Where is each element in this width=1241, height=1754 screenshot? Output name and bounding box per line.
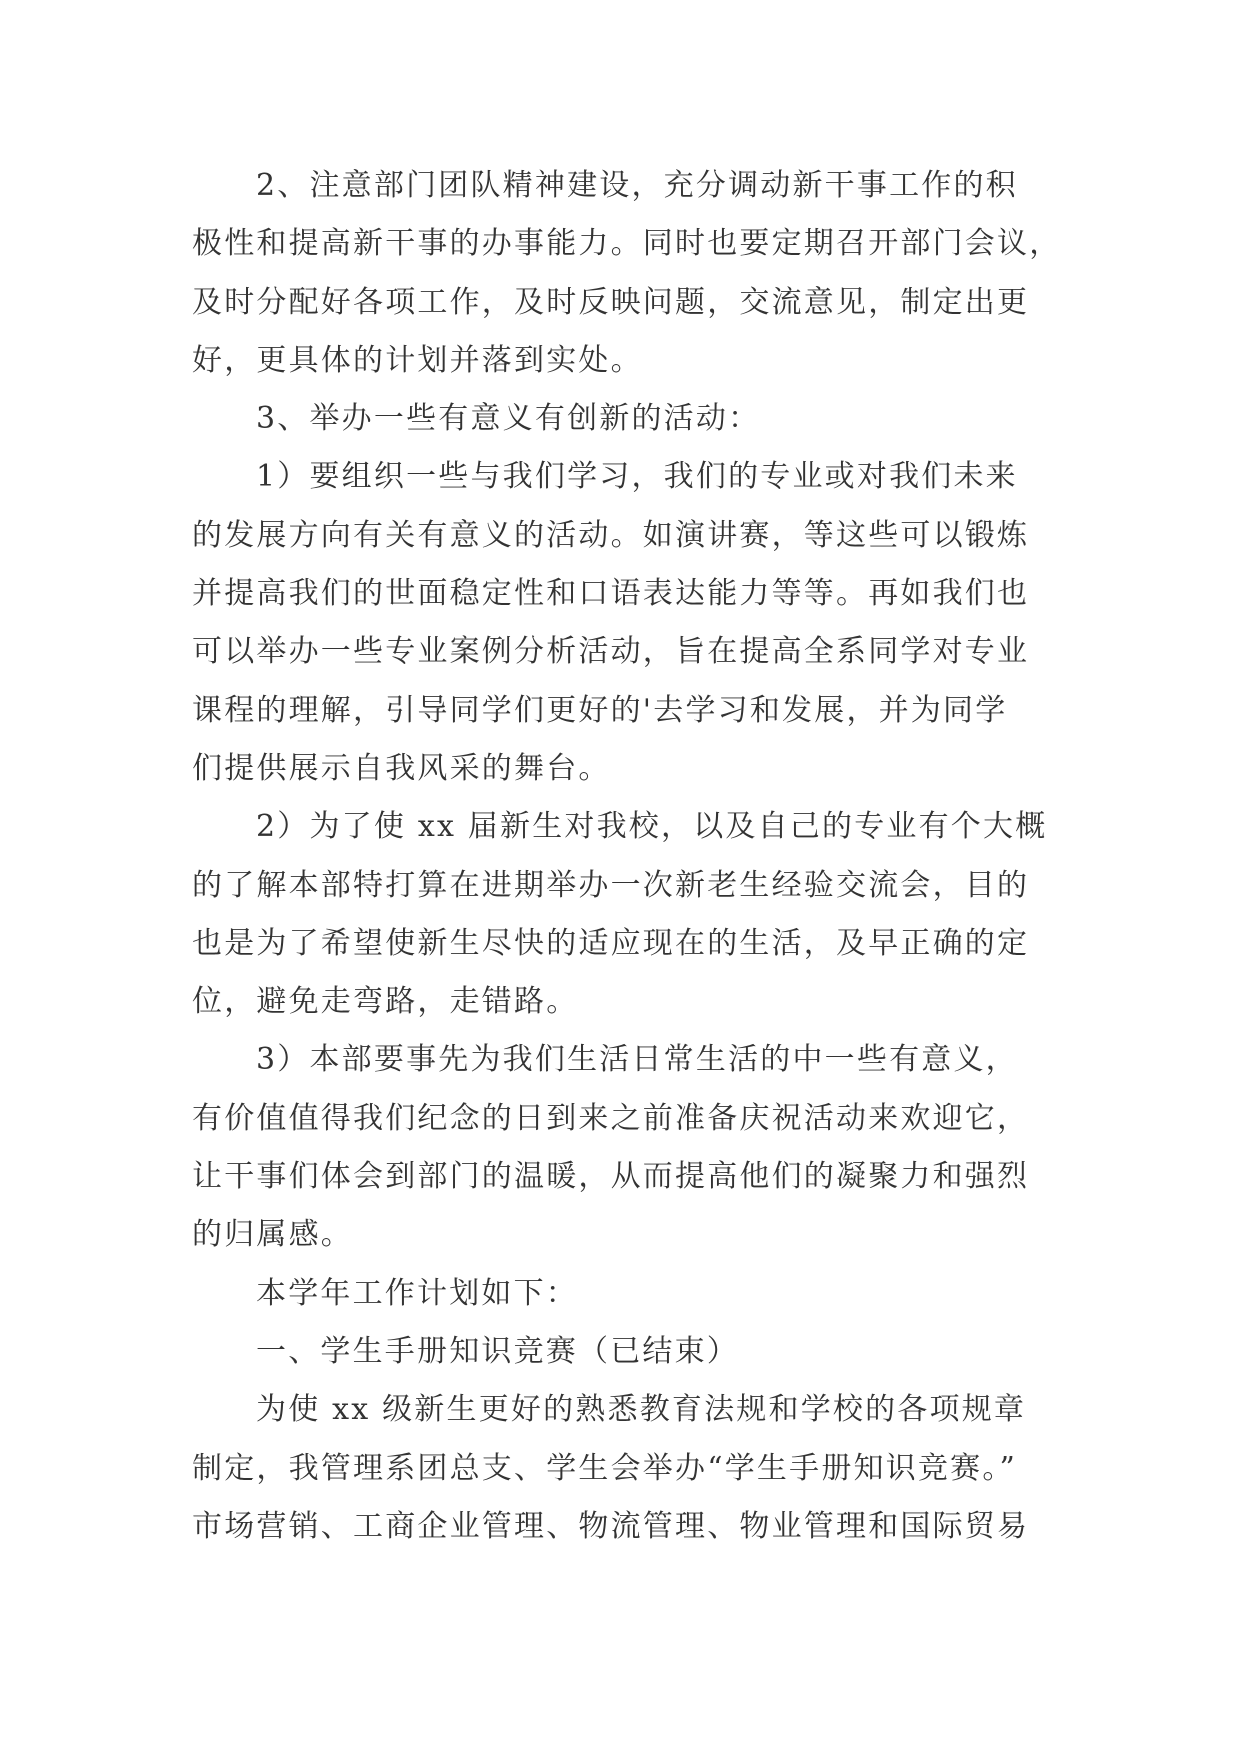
text-line: 为使 xx 级新生更好的熟悉教育法规和学校的各项规章 bbox=[256, 1392, 1027, 1428]
text-line: 有价值值得我们纪念的日到来之前准备庆祝活动来欢迎它， bbox=[192, 1100, 1030, 1136]
text-line: 的归属感。 bbox=[192, 1217, 353, 1253]
document-body bbox=[192, 157, 1072, 1556]
text-line: 并提高我们的世面稳定性和口语表达能力等等。再如我们也 bbox=[192, 576, 1030, 612]
text-line: 市场营销、工商企业管理、物流管理、物业管理和国际贸易 bbox=[192, 1508, 1030, 1544]
text-line: 1）要组织一些与我们学习，我们的专业或对我们未来 bbox=[256, 459, 1018, 495]
text-line: 课程的理解，引导同学们更好的'去学习和发展，并为同学 bbox=[192, 692, 1008, 728]
text-line: 好，更具体的计划并落到实处。 bbox=[192, 342, 643, 378]
text-line: 位，避免走弯路，走错路。 bbox=[192, 984, 579, 1020]
text-line: 的了解本部特打算在进期举办一次新老生经验交流会，目的 bbox=[192, 867, 1030, 903]
text-line: 制定，我管理系团总支、学生会举办“学生手册知识竞赛。” bbox=[192, 1450, 1018, 1486]
text-line: 也是为了希望使新生尽快的适应现在的生活，及早正确的定 bbox=[192, 925, 1030, 961]
text-line: 的发展方向有关有意义的活动。如演讲赛，等这些可以锻炼 bbox=[192, 517, 1030, 553]
text-line: 3、举办一些有意义有创新的活动： bbox=[256, 401, 761, 437]
text-line: 极性和提高新干事的办事能力。同时也要定期召开部门会议， bbox=[192, 226, 1062, 262]
text-line: 本学年工作计划如下： bbox=[256, 1275, 578, 1311]
text-line: 让干事们体会到部门的温暖，从而提高他们的凝聚力和强烈 bbox=[192, 1159, 1030, 1195]
text-line: 及时分配好各项工作，及时反映问题，交流意见，制定出更 bbox=[192, 284, 1030, 320]
text-line: 一、学生手册知识竞赛（已结束） bbox=[256, 1333, 739, 1369]
text-line: 们提供展示自我风采的舞台。 bbox=[192, 750, 611, 786]
text-line: 可以举办一些专业案例分析活动，旨在提高全系同学对专业 bbox=[192, 634, 1030, 670]
text-line: 3）本部要事先为我们生活日常生活的中一些有意义， bbox=[256, 1042, 1018, 1078]
text-line: 2）为了使 xx 届新生对我校，以及自己的专业有个大概 bbox=[256, 809, 1048, 845]
text-line: 2、注意部门团队精神建设，充分调动新干事工作的积 bbox=[256, 168, 1018, 203]
